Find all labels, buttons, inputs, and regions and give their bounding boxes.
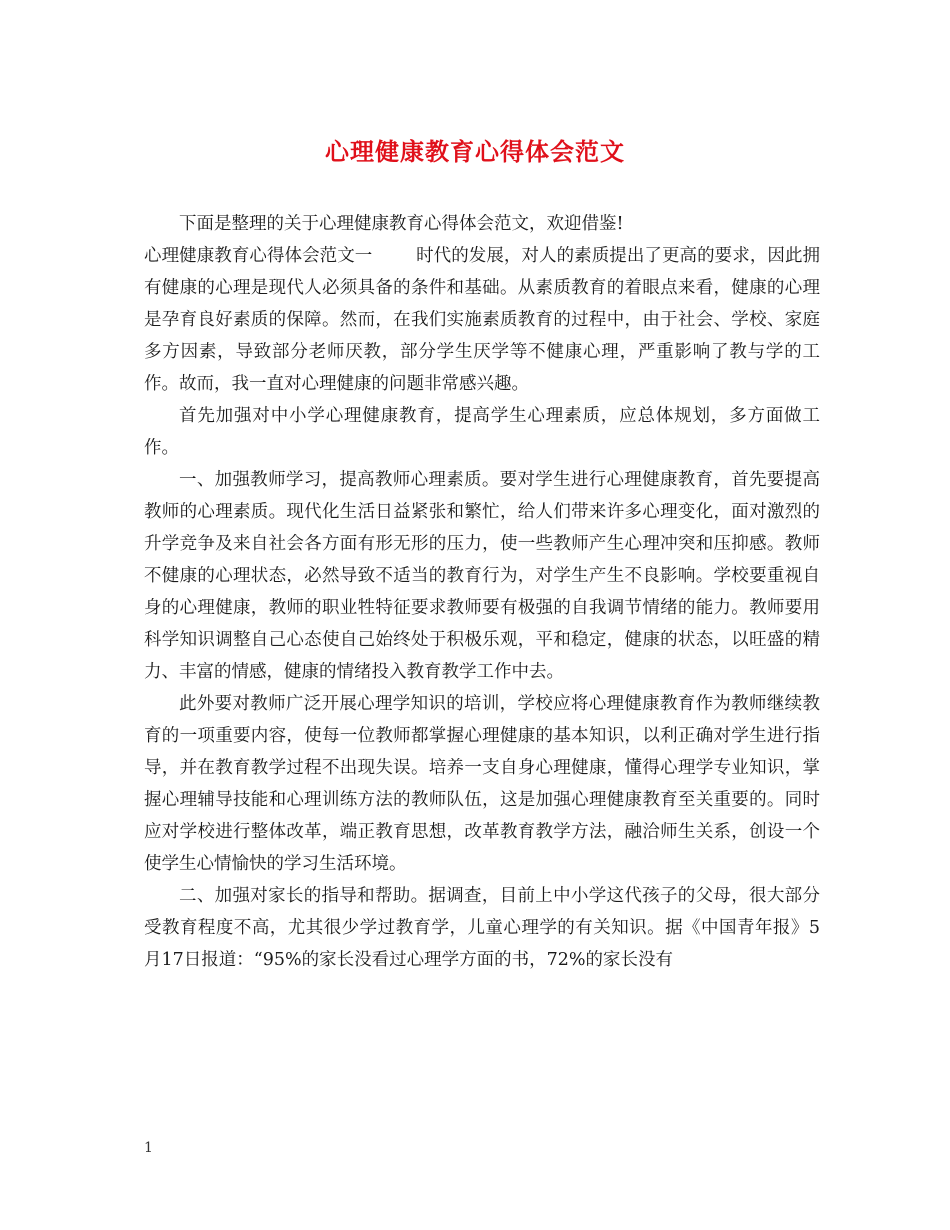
intro-paragraph: 下面是整理的关于心理健康教育心得体会范文，欢迎借鉴! [179,214,624,234]
paragraph-1-text: 时代的发展，对人的素质提出了更高的要求，因此拥有健康的心理是现代人必须具备的条件和基础。从素质教育的着眼点来看，健康的心理是孕育良好素质的保障。然而，在我们实施素质教育的过程中，由于社会、学校、家庭多方因素，导致部分老师厌教，部分学生厌学等不健康心理，严重影响了教与学的工作。故而，我一直对心理健康的问题非常感兴趣。 [144,246,821,394]
document-body [144,208,820,976]
paragraph-4: 此外要对教师广泛开展心理学知识的培训，学校应将心理健康教育作为教师继续教育的一项重要内容，使每一位教师都掌握心理健康的基本知识，以利正确对学生进行指导，并在教育教学过程不出现失误。培养一支自身心理健康，懂得心理学专业知识，掌握心理辅导技能和心理训练方法的教师队伍，这是加强心理健康教育至关重要的。同时应对学校进行整体改革，端正教育思想，改革教育教学方法，融洽师生关系，创设一个使学生心情愉快的学习生活环境。 [144,694,820,874]
page-number: 1 [144,1140,153,1156]
paragraph-3: 一、加强教师学习，提高教师心理素质。要对学生进行心理健康教育，首先要提高教师的心理素质。现代化生活日益紧张和繁忙，给人们带来许多心理变化，面对激烈的升学竞争及来自社会各方面有形无形的压力，使一些教师产生心理冲突和压抑感。教师不健康的心理状态，必然导致不适当的教育行为，对学生产生不良影响。学校要重视自身的心理健康，教师的职业牲特征要求教师要有极强的自我调节情绪的能力。教师要用科学知识调整自己心态使自己始终处于积极乐观，平和稳定，健康的状态，以旺盛的精力、丰富的情感，健康的情绪投入教育教学工作中去。 [144,470,820,682]
section-label: 心理健康教育心得体会范文一 [144,246,373,266]
paragraph-2: 首先加强对中小学心理健康教育，提高学生心理素质，应总体规划，多方面做工作。 [144,406,820,458]
section-paragraph-1 [144,240,820,400]
paragraph-5: 二、加强对家长的指导和帮助。据调查，目前上中小学这代孩子的父母，很大部分受教育程度不高，尤其很少学过教育学，儿童心理学的有关知识。据《中国青年报》5月17日报道：“95%的家长没看过心理学方面的书，72%的家长没有 [144,886,820,970]
document-title: 心理健康教育心得体会范文 [325,137,625,166]
